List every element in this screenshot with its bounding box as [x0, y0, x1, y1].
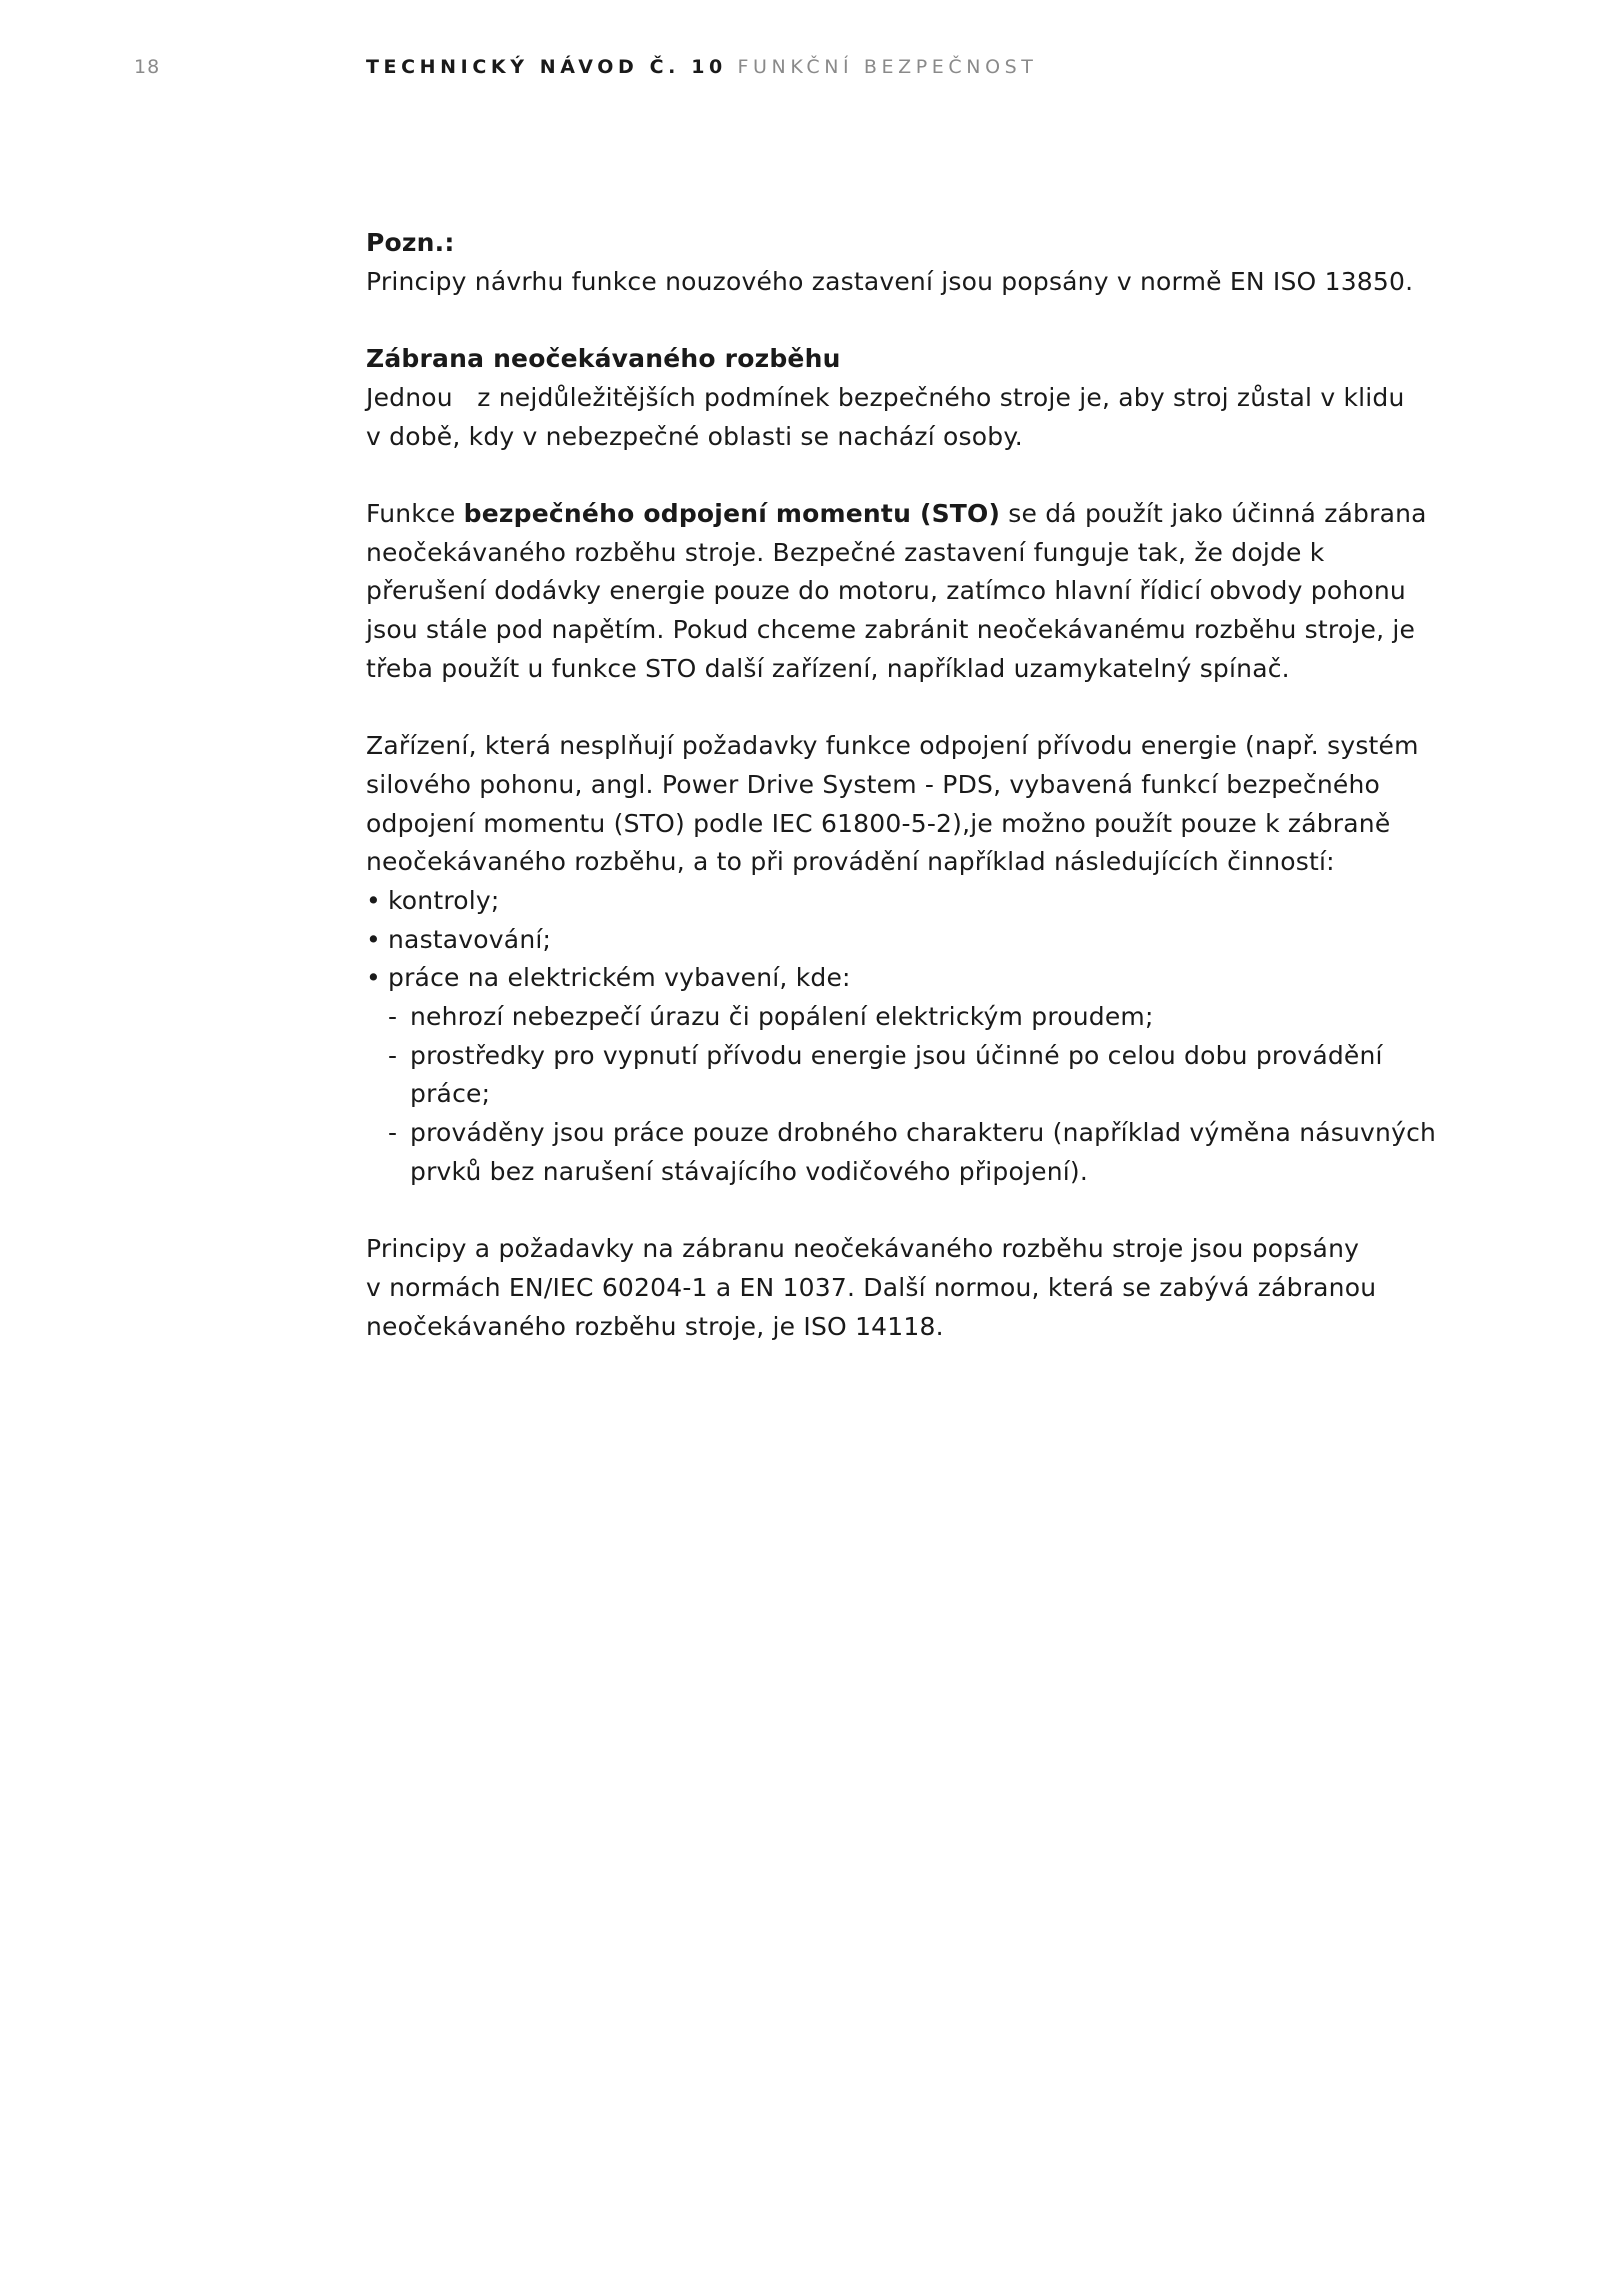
pds-line: Zařízení, která nesplňují požadavky funkce odpojení přívodu energie (např. systém [366, 731, 1419, 761]
activity-list [366, 882, 1486, 998]
final-line: neočekávaného rozběhu stroje, je ISO 14118. [366, 1311, 944, 1341]
list-item [366, 1037, 1486, 1114]
sto-lead: Funkce [366, 498, 464, 528]
list-item [366, 1114, 1486, 1191]
document-name: TECHNICKÝ NÁVOD Č. 10 [366, 56, 727, 78]
list-item: • práce na elektrickém vybavení, kde: [366, 959, 1486, 998]
sto-first-line-rest: se dá použít jako účinná zábrana [1000, 498, 1427, 528]
sto-line: přerušení dodávky energie pouze do motoru, zatímco hlavní řídicí obvody pohonu [366, 576, 1406, 606]
pds-paragraph [366, 727, 1486, 882]
note-text: Principy návrhu funkce nouzového zastavení jsou popsány v normě EN ISO 13850. [366, 266, 1414, 296]
condition-line: - prováděny jsou práce pouze drobného charakteru (například výměna násuvných [410, 1118, 1437, 1148]
condition-line: prvků bez narušení stávajícího vodičového připojení). [410, 1156, 1089, 1186]
sto-paragraph [366, 495, 1486, 689]
condition-line: práce; [410, 1079, 491, 1109]
intro-line: v době, kdy v nebezpečné oblasti se nachází osoby. [366, 421, 1023, 451]
final-line: Principy a požadavky na zábranu neočekávaného rozběhu stroje jsou popsány [366, 1234, 1360, 1264]
condition-line: - nehrozí nebezpečí úrazu či popálení elektrickým proudem; [410, 1002, 1154, 1032]
page-number: 18 [134, 56, 161, 78]
pds-line: neočekávaného rozběhu, a to při provádění například následujících činností: [366, 847, 1335, 877]
sto-first-line [366, 495, 1486, 534]
pds-line: odpojení momentu (STO) podle IEC 61800-5-2),je možno použít pouze k zábraně [366, 808, 1391, 838]
note-label: Pozn.: [366, 228, 455, 257]
list-item: • kontroly; [366, 882, 1486, 921]
running-header [366, 56, 1038, 78]
pds-line: silového pohonu, angl. Power Drive System - PDS, vybavená funkcí bezpečného [366, 769, 1380, 799]
list-item: • nastavování; [366, 921, 1486, 960]
final-line: v normách EN/IEC 60204-1 a EN 1037. Další normou, která se zabývá zábranou [366, 1272, 1377, 1302]
page-body [366, 224, 1486, 1346]
sto-line: jsou stále pod napětím. Pokud chceme zabránit neočekávanému rozběhu stroje, je [366, 615, 1416, 644]
sto-line: neočekávaného rozběhu stroje. Bezpečné zastavení funguje tak, že dojde k [366, 537, 1325, 567]
sto-line: třeba použít u funkce STO další zařízení, například uzamykatelný spínač. [366, 653, 1290, 683]
condition-line: - prostředky pro vypnutí přívodu energie jsou účinné po celou dobu provádění [410, 1040, 1383, 1070]
intro-line: Jednou z nejdůležitějších podmínek bezpečného stroje je, aby stroj zůstal v klidu [366, 382, 1405, 412]
list-item [366, 998, 1486, 1037]
sto-term: bezpečného odpojení momentu (STO) [463, 498, 1001, 528]
section-intro [366, 379, 1486, 456]
final-paragraph [366, 1230, 1486, 1346]
document-topic: FUNKČNÍ BEZPEČNOST [737, 56, 1038, 78]
section-heading: Zábrana neočekávaného rozběhu [366, 344, 841, 374]
condition-list [366, 998, 1486, 1192]
